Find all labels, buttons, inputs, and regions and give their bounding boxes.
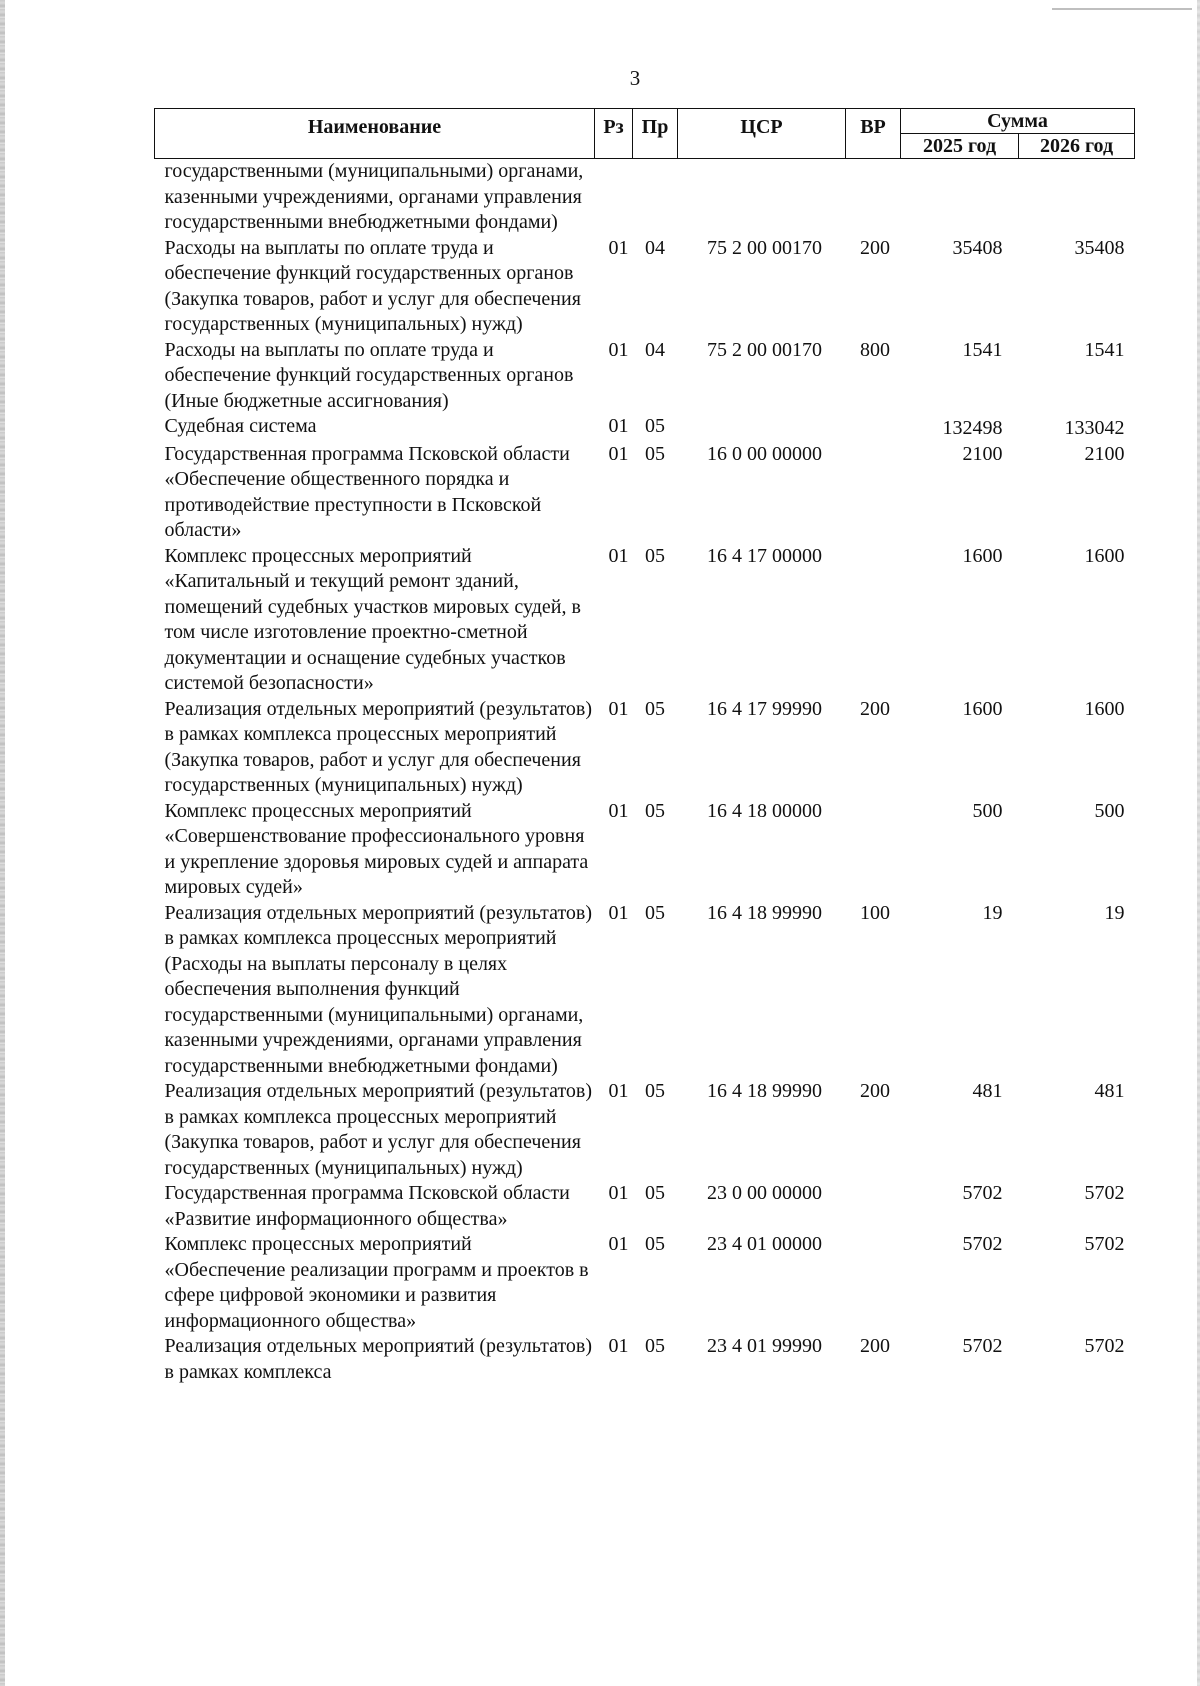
cell-2026 [1019,159,1135,236]
cell-vr: 200 [860,697,890,720]
table-body [155,159,1135,1386]
cell-name: Расходы на выплаты по оплате труда и обеспечение функций государственных органов (Закупка товаров, работ и услуг для обеспечения государственных (муниципальных) нужд) [164,236,581,335]
header-sum: Сумма [901,109,1135,134]
table-row [155,159,1135,236]
table-row [155,338,1135,415]
cell-2026: 2100 [1084,442,1125,465]
table-row [155,901,1135,1080]
cell-name: Комплекс процессных мероприятий «Совершенствование профессионального уровня и укрепление здоровья мировых судей и аппарата мировых судей» [164,799,589,898]
cell-rz: 01 [608,1233,629,1255]
table-row [155,236,1135,338]
cell-csr [678,414,846,442]
cell-csr: 75 2 00 00170 [707,338,822,361]
cell-csr: 75 2 00 00170 [707,236,822,259]
cell-rz: 01 [608,1080,629,1102]
cell-vr: 800 [860,338,890,361]
cell-vr [846,414,901,442]
cell-pr: 05 [645,1233,665,1255]
cell-vr [846,442,901,544]
table-row [155,1181,1135,1232]
cell-2026: 1541 [1084,338,1125,361]
cell-vr [846,1181,901,1232]
cell-rz: 01 [608,338,629,361]
header-pr: Пр [633,109,678,159]
scan-edge-left [0,0,5,1686]
cell-csr: 23 4 01 00000 [707,1233,822,1255]
cell-2026: 481 [1094,1080,1125,1102]
cell-vr [846,1232,901,1334]
cell-2026: 19 [1104,901,1125,924]
cell-2025: 5702 [962,1335,1003,1357]
table-row [155,544,1135,697]
cell-csr: 16 0 00 00000 [707,442,822,465]
cell-2026: 1600 [1084,697,1125,720]
cell-vr: 200 [860,236,890,259]
cell-2025: 5702 [962,1182,1003,1204]
cell-csr: 23 4 01 99990 [707,1335,822,1357]
cell-pr: 04 [645,338,665,361]
cell-2025: 1600 [962,544,1003,567]
cell-rz: 01 [608,442,629,465]
cell-rz: 01 [608,236,629,259]
cell-pr: 05 [645,799,665,822]
cell-pr: 05 [645,415,665,437]
cell-2026: 35408 [1074,236,1125,259]
header-vr: ВР [846,109,901,159]
cell-pr: 05 [645,544,665,567]
cell-rz: 01 [608,544,629,567]
cell-name: государственными (муниципальными) органами, казенными учреждениями, органами управления государственными внебюджетными фондами) [164,160,584,233]
cell-csr: 23 0 00 00000 [707,1182,822,1204]
scan-mark [1052,8,1192,10]
cell-vr: 200 [860,1335,890,1357]
cell-pr: 05 [645,1335,665,1357]
cell-2025: 2100 [962,442,1003,465]
cell-pr: 05 [645,1080,665,1102]
header-year-2026: 2026 год [1019,134,1135,159]
cell-name: Государственная программа Псковской области «Развитие информационного общества» [164,1182,570,1230]
table-row [155,1232,1135,1334]
cell-2026: 5702 [1084,1233,1125,1255]
budget-table [154,108,1135,1385]
cell-name: Реализация отдельных мероприятий (результатов) в рамках комплекса процессных мероприятий (Закупка товаров, работ и услуг для обеспечения государственных (муниципальных) нужд) [164,697,593,796]
cell-vr: 200 [860,1080,890,1102]
cell-2025: 132498 [942,417,1003,439]
header-csr: ЦСР [678,109,846,159]
cell-rz: 01 [608,901,629,924]
cell-csr: 16 4 18 00000 [707,799,822,822]
table-row [155,414,1135,442]
cell-name: Реализация отдельных мероприятий (результатов) в рамках комплекса процессных мероприятий (Закупка товаров, работ и услуг для обеспечения государственных (муниципальных) нужд) [164,1080,593,1179]
cell-rz [595,159,633,236]
header-year-2025: 2025 год [901,134,1019,159]
cell-vr [846,544,901,697]
cell-rz: 01 [608,697,629,720]
table-row [155,442,1135,544]
cell-2025: 500 [972,799,1003,822]
header-name: Наименование [155,109,595,159]
cell-name: Судебная система [164,415,317,437]
cell-name: Расходы на выплаты по оплате труда и обеспечение функций государственных органов (Иные бюджетные ассигнования) [164,338,574,412]
cell-vr [846,799,901,901]
cell-2026: 1600 [1084,544,1125,567]
cell-csr [678,159,846,236]
cell-2025: 481 [972,1080,1003,1102]
cell-rz: 01 [608,415,629,437]
cell-rz: 01 [608,1335,629,1357]
cell-2025 [901,159,1019,236]
cell-pr [633,159,678,236]
cell-vr [846,159,901,236]
table-row [155,1079,1135,1181]
cell-2025: 35408 [952,236,1003,259]
cell-csr: 16 4 17 99990 [707,697,822,720]
cell-2026: 500 [1094,799,1125,822]
cell-2026: 5702 [1084,1182,1125,1204]
table-row [155,697,1135,799]
cell-2025: 1541 [962,338,1003,361]
cell-name: Комплекс процессных мероприятий «Обеспечение реализации программ и проектов в сфере цифровой экономики и развития информационного общества» [164,1233,589,1332]
cell-pr: 05 [645,1182,665,1204]
cell-name: Реализация отдельных мероприятий (результатов) в рамках комплекса процессных мероприятий (Расходы на выплаты персоналу в целях обеспечения выполнения функций государственными (муниципальными) органами, казенными учреждениями, органами управления государственными внебюджетными фондами) [164,901,593,1077]
page-number: 3 [629,66,641,90]
cell-2026: 133042 [1064,417,1125,439]
table-header [155,109,1135,159]
cell-pr: 04 [645,236,665,259]
table-row [155,1334,1135,1385]
cell-vr: 100 [860,901,890,924]
cell-rz: 01 [608,1182,629,1204]
cell-2025: 19 [982,901,1003,924]
cell-name: Государственная программа Псковской области «Обеспечение общественного порядка и противодействие преступности в Псковской области» [164,442,570,541]
cell-csr: 16 4 17 00000 [707,544,822,567]
cell-pr: 05 [645,901,665,924]
cell-rz: 01 [608,799,629,822]
cell-2025: 5702 [962,1233,1003,1255]
cell-name: Комплекс процессных мероприятий «Капитальный и текущий ремонт зданий, помещений судебных участков мировых судей, в том числе изготовление проектно-сметной документации и оснащение судебных участков системой безопасности» [164,544,581,694]
cell-name: Реализация отдельных мероприятий (результатов) в рамках комплекса [164,1335,593,1383]
table-row [155,799,1135,901]
cell-pr: 05 [645,442,665,465]
cell-2026: 5702 [1084,1335,1125,1357]
cell-csr: 16 4 18 99990 [707,1080,822,1102]
cell-csr: 16 4 18 99990 [707,901,822,924]
header-rz: Рз [595,109,633,159]
cell-2025: 1600 [962,697,1003,720]
cell-pr: 05 [645,697,665,720]
